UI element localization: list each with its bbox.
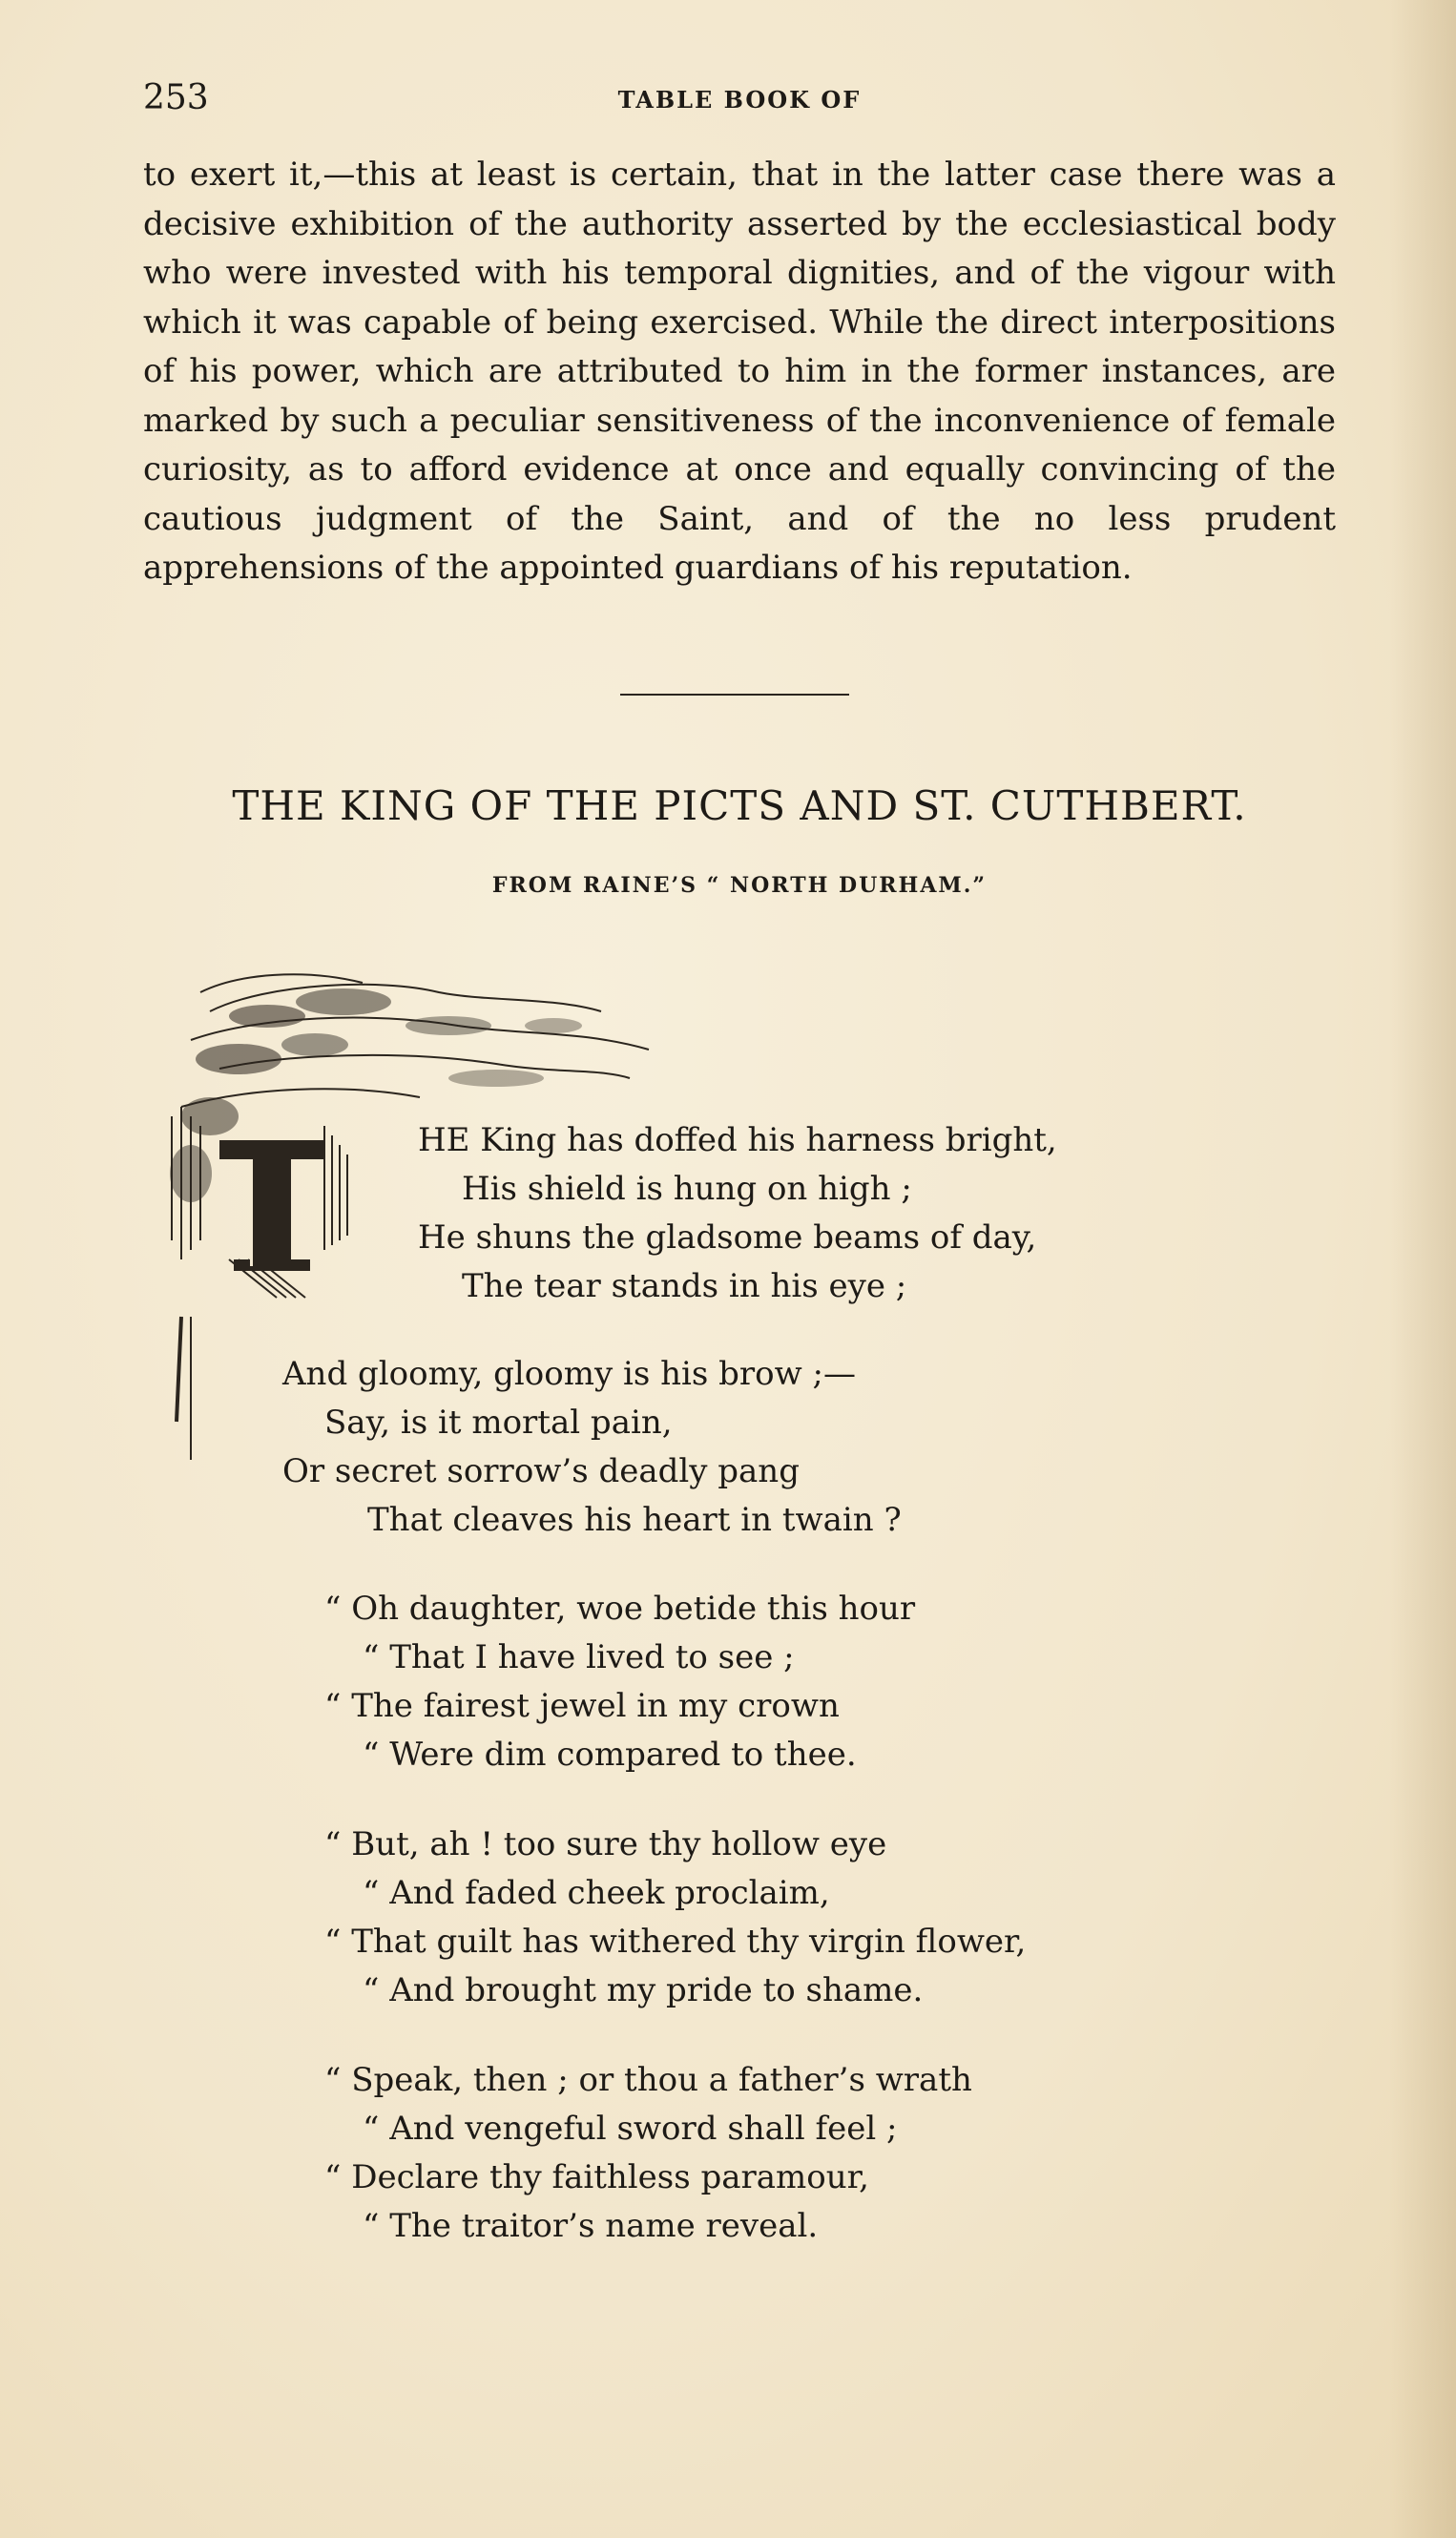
prose-paragraph: to exert it,—this at least is certain, that in the latter case there was a decisive exhibition of the authority asserted by the ecclesiastical body who were invested with his temporal dignities, and of the vigour with which it was capable of being exercised. While the direct interpositions of his power, which are attributed to him in the former instances, are marked by such a peculiar sensitiveness of the inconvenience of female curiosity, as to afford evidence at once and equally convincing of the cautious judgment of the Saint, and of the no less prudent apprehensions of the appointed guardians of his reputation.	[143, 156, 1336, 587]
poem-title: THE KING OF THE PICTS AND ST. CUTHBERT.	[232, 782, 1247, 829]
poem-line: “ Declare thy faithless paramour,	[324, 2158, 869, 2196]
section-rule	[620, 694, 849, 696]
page-number: 253	[143, 78, 209, 117]
poem-line: “ And vengeful sword shall feel ;	[363, 2110, 898, 2148]
poem-line: “ That I have lived to see ;	[363, 1638, 795, 1676]
poem-line: “ The fairest jewel in my crown	[324, 1687, 840, 1725]
poem-line: “ Oh daughter, woe betide this hour	[324, 1590, 916, 1628]
poem-line: “ Speak, then ; or thou a father’s wrath	[324, 2061, 972, 2099]
poem-line: His shield is hung on high ;	[462, 1170, 912, 1208]
page-header	[143, 78, 1336, 126]
poem-line: “ Were dim compared to thee.	[363, 1736, 857, 1774]
poem-line: And gloomy, gloomy is his brow ;—	[282, 1355, 856, 1393]
poem-line: He shuns the gladsome beams of day,	[418, 1218, 1037, 1257]
poem-line: “ And brought my pride to shame.	[363, 1971, 924, 2009]
page-edge-shadow	[1389, 0, 1456, 2538]
poem-line: The tear stands in his eye ;	[462, 1267, 907, 1305]
poem-line: “ That guilt has withered thy virgin flower,	[324, 1923, 1027, 1961]
poem-line: HE King has doffed his harness bright,	[418, 1121, 1057, 1159]
poem-line: “ The traitor’s name reveal.	[363, 2207, 819, 2245]
poem-subtitle: FROM RAINE’S “ NORTH DURHAM.”	[491, 873, 988, 898]
poem-line: Or secret sorrow’s deadly pang	[282, 1452, 800, 1490]
poem-line: “ And faded cheek proclaim,	[363, 1874, 830, 1912]
poem-line: That cleaves his heart in twain ?	[367, 1501, 902, 1539]
prose-block	[143, 151, 1336, 593]
running-head: TABLE BOOK OF	[617, 86, 862, 114]
poem-line: Say, is it mortal pain,	[324, 1404, 673, 1442]
poem-line: “ But, ah ! too sure thy hollow eye	[324, 1825, 887, 1863]
